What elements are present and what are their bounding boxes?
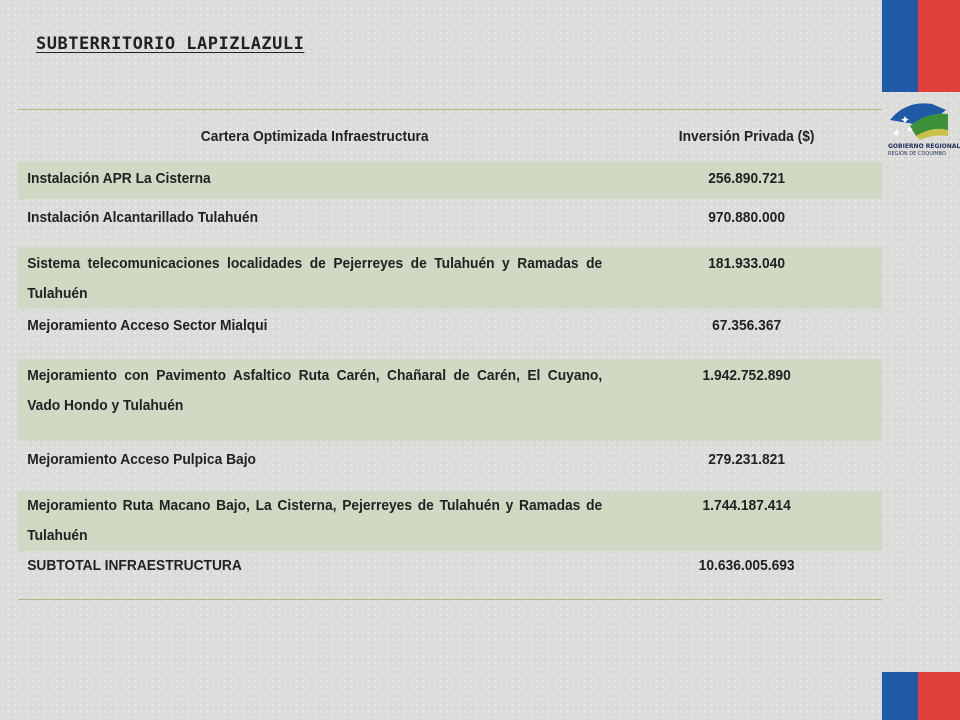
investment-table bbox=[18, 110, 882, 599]
gobierno-regional-logo bbox=[886, 96, 960, 158]
subtotal-row bbox=[18, 551, 882, 599]
table-row bbox=[18, 359, 882, 441]
column-header-investment: Inversión Privada ($) bbox=[678, 127, 815, 145]
page-title: SUBTERRITORIO LAPIZLAZULI bbox=[36, 34, 305, 54]
project-name: Instalación APR La Cisterna bbox=[18, 162, 611, 199]
project-name: Instalación Alcantarillado Tulahuén bbox=[27, 209, 259, 226]
project-name: Sistema telecomunicaciones localidades de Pejerreyes de Tulahuén y Ramadas de Tulahuén bbox=[18, 247, 611, 309]
flag-stripe-bottom bbox=[882, 672, 960, 720]
svg-text:✦: ✦ bbox=[900, 113, 911, 127]
table-row bbox=[18, 309, 882, 359]
svg-text:★: ★ bbox=[906, 125, 914, 134]
investment-value: 1.744.187.414 bbox=[611, 491, 881, 551]
subtotal-label: SUBTOTAL INFRAESTRUCTURA bbox=[27, 557, 242, 574]
investment-value: 279.231.821 bbox=[708, 451, 786, 468]
subtotal-value: 10.636.005.693 bbox=[698, 557, 795, 574]
project-name: Mejoramiento Ruta Macano Bajo, La Cisterna, Pejerreyes de Tulahuén y Ramadas de Tulahuén bbox=[18, 491, 611, 551]
project-name: Mejoramiento con Pavimento Asfaltico Ruta Carén, Chañaral de Carén, El Cuyano, Vado Hondo y Tulahuén bbox=[18, 359, 611, 441]
logo-text-2: REGIÓN DE COQUIMBO bbox=[888, 151, 946, 157]
investment-table-wrapper bbox=[18, 109, 882, 600]
project-name: Mejoramiento Acceso Sector Mialqui bbox=[27, 317, 268, 334]
investment-value: 256.890.721 bbox=[611, 162, 881, 199]
table-row bbox=[18, 491, 882, 551]
table-row bbox=[18, 441, 882, 491]
flag-stripe-top bbox=[882, 0, 960, 92]
table-row bbox=[18, 247, 882, 309]
investment-value: 970.880.000 bbox=[708, 209, 786, 226]
investment-value: 181.933.040 bbox=[611, 247, 881, 309]
table-row bbox=[18, 162, 882, 199]
investment-value: 67.356.367 bbox=[712, 317, 782, 334]
investment-value: 1.942.752.890 bbox=[611, 359, 881, 441]
svg-text:★: ★ bbox=[892, 128, 901, 139]
project-name: Mejoramiento Acceso Pulpica Bajo bbox=[27, 451, 256, 468]
column-header-project: Cartera Optimizada Infraestructura bbox=[200, 127, 429, 145]
logo-text-1: GOBIERNO REGIONAL bbox=[888, 143, 960, 150]
table-row bbox=[18, 199, 882, 247]
